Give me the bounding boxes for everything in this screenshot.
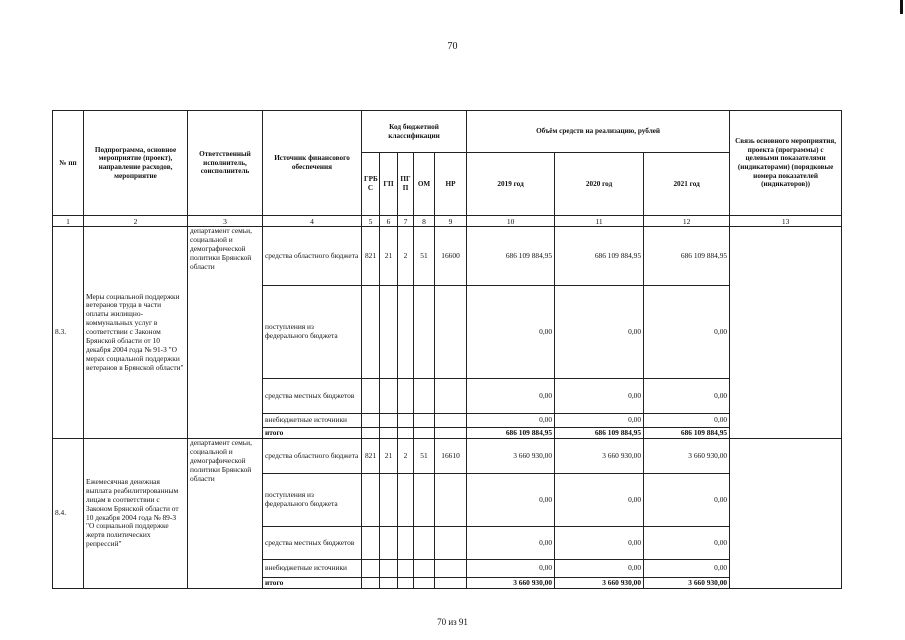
row-source: итого	[263, 428, 362, 439]
budget-table	[52, 110, 842, 589]
column-number: 9	[435, 216, 467, 227]
row-2020: 0,00	[555, 379, 644, 414]
row-nr: 16600	[435, 227, 467, 286]
row-nr	[435, 414, 467, 428]
row-2019: 0,00	[467, 560, 555, 578]
header-2019: 2019 год	[467, 153, 555, 216]
row-pgp: 2	[398, 227, 414, 286]
row-pgp	[398, 527, 414, 560]
row-pgp	[398, 560, 414, 578]
row-source: средства местных бюджетов	[263, 527, 362, 560]
row-source: итого	[263, 578, 362, 589]
row-om: 51	[414, 439, 435, 474]
row-om	[414, 414, 435, 428]
row-2019: 686 109 884,95	[467, 227, 555, 286]
row-2019: 3 660 930,00	[467, 578, 555, 589]
row-2020: 0,00	[555, 414, 644, 428]
column-number: 8	[414, 216, 435, 227]
row-nr	[435, 578, 467, 589]
row-grbs: 821	[362, 439, 380, 474]
header-grbs: ГРБ С	[362, 153, 380, 216]
row-pgp: 2	[398, 439, 414, 474]
row-pgp	[398, 379, 414, 414]
row-gp: 21	[380, 439, 398, 474]
table-row	[53, 439, 842, 474]
row-gp	[380, 428, 398, 439]
header-source: Источник финансового обеспечения	[263, 111, 362, 216]
item-name: Меры социальной поддержки ветеранов труда в части оплаты жилищно-коммунальных услуг в соответствии с Законом Брянской области от 10 декабря 2004 года № 91-З "О мерах социальной поддержки ветеранов в Брянской области"	[84, 227, 188, 439]
header-2021: 2021 год	[644, 153, 730, 216]
row-2019: 0,00	[467, 414, 555, 428]
column-number: 1	[53, 216, 84, 227]
row-2019: 686 109 884,95	[467, 428, 555, 439]
row-om	[414, 379, 435, 414]
header-budget-code: Код бюджетной классификации	[362, 111, 467, 153]
row-om	[414, 474, 435, 527]
row-2021: 3 660 930,00	[644, 439, 730, 474]
header-volume: Объём средств на реализацию, рублей	[467, 111, 730, 153]
row-grbs	[362, 379, 380, 414]
row-nr	[435, 286, 467, 379]
row-2020: 686 109 884,95	[555, 428, 644, 439]
header-link: Связь основного мероприятия, проекта (программы) с целевыми показателями (индикаторами) (порядковые номера показателей (индикаторов))	[730, 111, 842, 216]
row-nr: 16610	[435, 439, 467, 474]
row-gp	[380, 379, 398, 414]
row-grbs	[362, 527, 380, 560]
column-number: 5	[362, 216, 380, 227]
column-number: 2	[84, 216, 188, 227]
row-om	[414, 428, 435, 439]
row-2021: 3 660 930,00	[644, 578, 730, 589]
header-no: № пп	[53, 111, 84, 216]
header-subprogram: Подпрограмма, основное мероприятие (проект), направление расходов, мероприятие	[84, 111, 188, 216]
row-2020: 686 109 884,95	[555, 227, 644, 286]
item-link	[730, 227, 842, 439]
row-2021: 0,00	[644, 474, 730, 527]
column-number-row	[53, 216, 842, 227]
row-nr	[435, 428, 467, 439]
row-pgp	[398, 414, 414, 428]
row-pgp	[398, 286, 414, 379]
row-2019: 0,00	[467, 379, 555, 414]
header-nr: НР	[435, 153, 467, 216]
row-om	[414, 560, 435, 578]
header-om: ОМ	[414, 153, 435, 216]
row-gp	[380, 578, 398, 589]
row-nr	[435, 560, 467, 578]
column-number: 6	[380, 216, 398, 227]
row-source: средства областного бюджета	[263, 439, 362, 474]
item-number: 8.4.	[53, 439, 84, 589]
row-2020: 0,00	[555, 560, 644, 578]
row-gp: 21	[380, 227, 398, 286]
table-row	[53, 227, 842, 286]
column-number: 7	[398, 216, 414, 227]
item-responsible: департамент семьи, социальной и демографической политики Брянской области	[188, 227, 263, 439]
row-2019: 0,00	[467, 286, 555, 379]
row-grbs	[362, 414, 380, 428]
row-nr	[435, 379, 467, 414]
row-gp	[380, 414, 398, 428]
row-om: 51	[414, 227, 435, 286]
row-grbs	[362, 560, 380, 578]
row-2020: 3 660 930,00	[555, 578, 644, 589]
row-source: внебюджетные источники	[263, 414, 362, 428]
row-2021: 686 109 884,95	[644, 428, 730, 439]
row-gp	[380, 474, 398, 527]
row-2020: 0,00	[555, 527, 644, 560]
column-number: 12	[644, 216, 730, 227]
row-2021: 686 109 884,95	[644, 227, 730, 286]
row-pgp	[398, 428, 414, 439]
item-link	[730, 439, 842, 589]
header-responsible: Ответственный исполнитель, соисполнитель	[188, 111, 263, 216]
row-pgp	[398, 578, 414, 589]
column-number: 13	[730, 216, 842, 227]
item-name: Ежемесячная денежная выплата реабилитированным лицам в соответствии с Законом Брянской области от 10 декабря 2004 года № 89-З "О социальной поддержке жертв политических репрессий"	[84, 439, 188, 589]
row-2021: 0,00	[644, 414, 730, 428]
row-grbs	[362, 578, 380, 589]
row-nr	[435, 527, 467, 560]
page-number: 70	[447, 41, 458, 52]
row-source: внебюджетные источники	[263, 560, 362, 578]
row-2020: 0,00	[555, 286, 644, 379]
row-gp	[380, 560, 398, 578]
row-grbs: 821	[362, 227, 380, 286]
row-grbs	[362, 286, 380, 379]
item-number: 8.3.	[53, 227, 84, 439]
row-source: средства областного бюджета	[263, 227, 362, 286]
row-pgp	[398, 474, 414, 527]
scan-edge-mark	[900, 0, 903, 14]
row-2021: 0,00	[644, 527, 730, 560]
row-2021: 0,00	[644, 560, 730, 578]
row-2021: 0,00	[644, 379, 730, 414]
row-om	[414, 578, 435, 589]
row-2020: 0,00	[555, 474, 644, 527]
page-footer: 70 из 91	[437, 617, 468, 627]
row-gp	[380, 286, 398, 379]
column-number: 10	[467, 216, 555, 227]
item-responsible: департамент семьи, социальной и демографической политики Брянской области	[188, 439, 263, 589]
row-2020: 3 660 930,00	[555, 439, 644, 474]
row-grbs	[362, 474, 380, 527]
header-gp: ГП	[380, 153, 398, 216]
row-2019: 0,00	[467, 474, 555, 527]
column-number: 3	[188, 216, 263, 227]
header-2020: 2020 год	[555, 153, 644, 216]
row-source: средства местных бюджетов	[263, 379, 362, 414]
row-2019: 0,00	[467, 527, 555, 560]
row-grbs	[362, 428, 380, 439]
column-number: 11	[555, 216, 644, 227]
row-om	[414, 286, 435, 379]
column-number: 4	[263, 216, 362, 227]
row-source: поступления из федерального бюджета	[263, 286, 362, 379]
row-2019: 3 660 930,00	[467, 439, 555, 474]
header-pgp: ПГ П	[398, 153, 414, 216]
row-source: поступления из федерального бюджета	[263, 474, 362, 527]
row-nr	[435, 474, 467, 527]
row-gp	[380, 527, 398, 560]
row-om	[414, 527, 435, 560]
row-2021: 0,00	[644, 286, 730, 379]
